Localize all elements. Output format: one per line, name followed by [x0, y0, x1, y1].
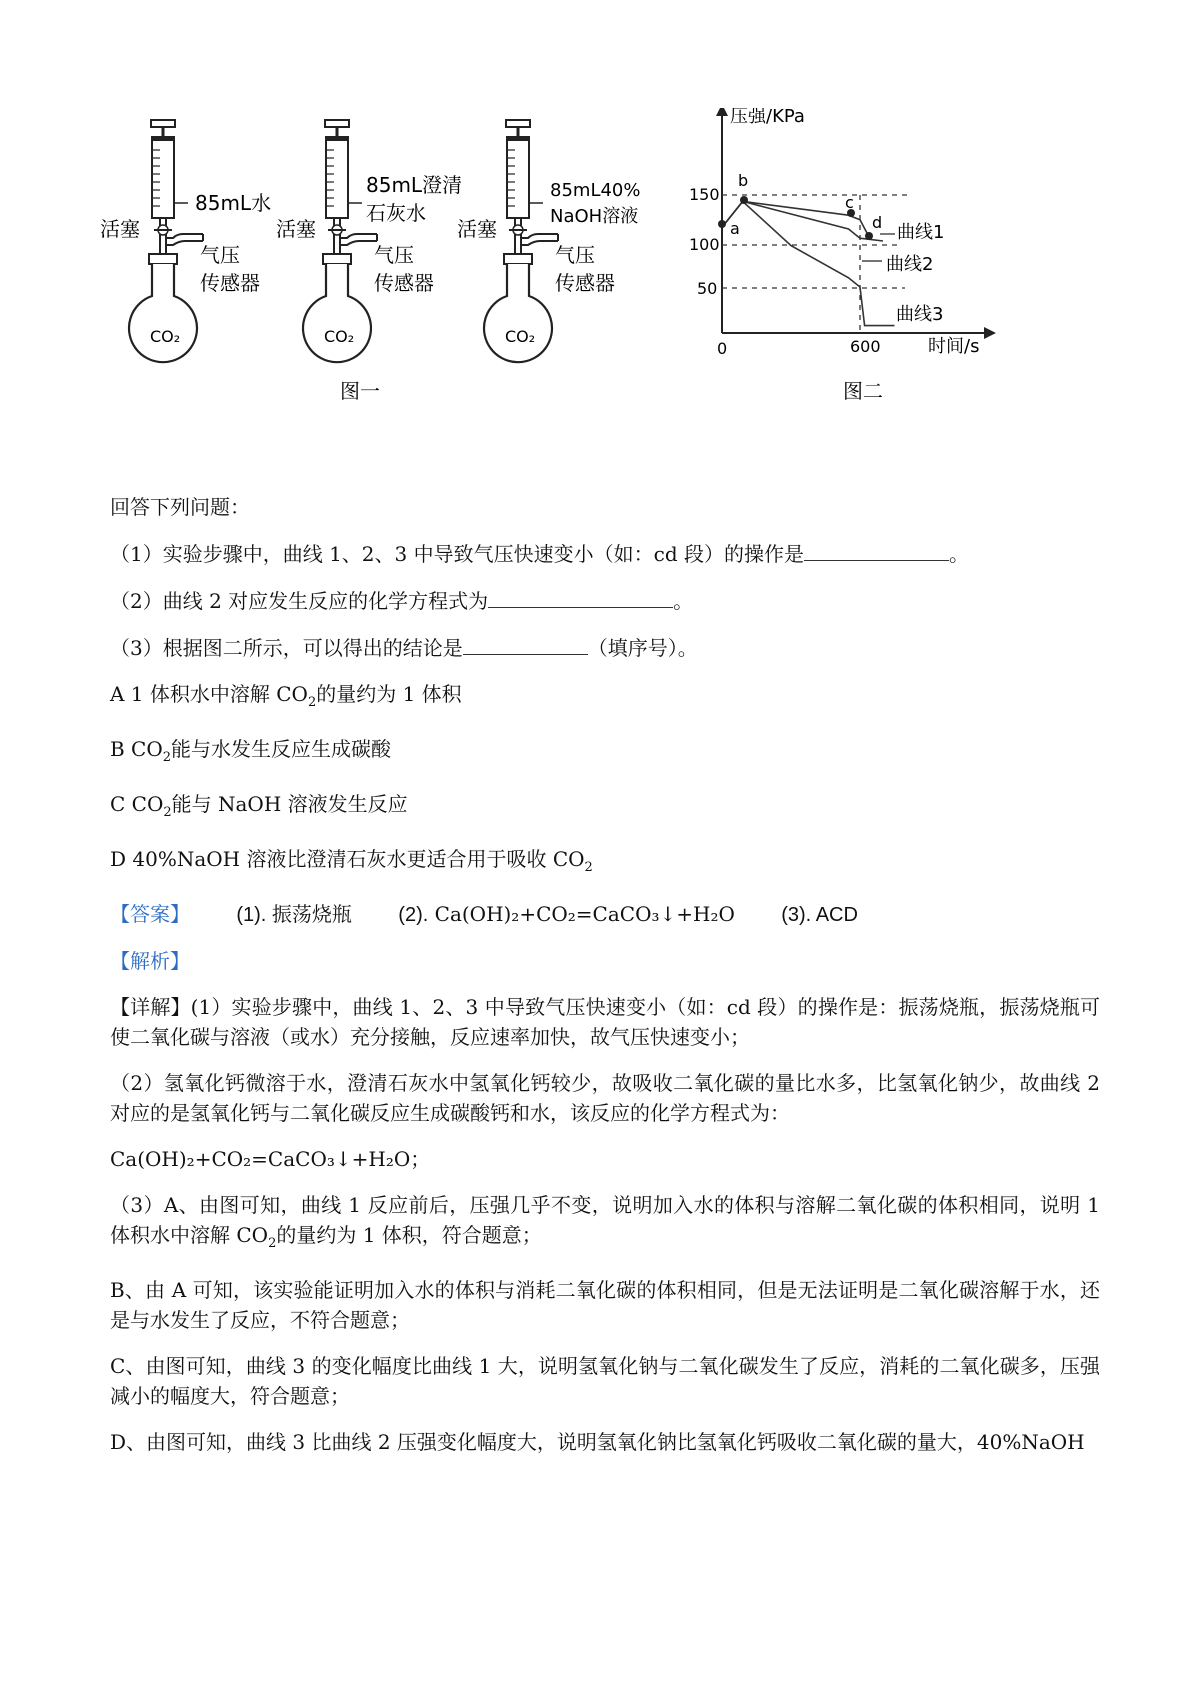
point-d [865, 232, 873, 240]
detail-1: 【详解】(1）实验步骤中，曲线 1、2、3 中导致气压快速变小（如：cd 段）的操作是：振荡烧瓶，振荡烧瓶可使二氧化碳与溶液（或水）充分接触，反应速率加快，故气压快速变小； [110, 995, 1100, 1049]
y-tick-100: 100 [689, 235, 720, 254]
detail-3b: B、由 A 可知，该实验能证明加入水的体积与消耗二氧化碳的体积相同，但是无法证明是二氧化碳溶解于水，还是与水发生了反应，不符合题意； [110, 1278, 1100, 1332]
y-tick-150: 150 [689, 185, 720, 204]
answer-tag: 【答案】 [110, 902, 190, 926]
point-d-label: d [872, 213, 883, 232]
intro-text: 回答下列问题： [110, 495, 250, 519]
curve-label-2: 曲线2 [886, 254, 934, 275]
option-b: B $CO_2$能与水发生反应生成碳酸 [110, 737, 392, 765]
answer-3: (3). ACD [781, 904, 858, 926]
answer-equation: Ca(OH)₂+CO₂=CaCO₃↓+H₂O [434, 902, 735, 926]
apparatus-1 [129, 120, 203, 362]
point-a [718, 220, 726, 228]
sensor-label-1b: 传感器 [200, 271, 260, 295]
y-axis-label: 压强/KPa [730, 108, 805, 127]
point-c-label: c [845, 193, 854, 212]
curve-label-1: 曲线1 [897, 222, 945, 243]
x-axis-label: 时间/s [928, 336, 980, 357]
answer-blank-3[interactable] [463, 632, 588, 655]
question-2: （2）曲线 2 对应发生反应的化学方程式为 。 [110, 585, 1100, 616]
x-tick-600: 600 [850, 337, 881, 356]
valve-label-3: 活塞 [457, 217, 497, 241]
point-b-label: b [738, 171, 749, 190]
detail-equation: Ca(OH)₂+CO₂=CaCO₃↓+H₂O； [110, 1147, 431, 1171]
reagent-label-2b: 石灰水 [366, 201, 426, 225]
sensor-label-2b: 传感器 [374, 271, 434, 295]
detail-2: （2）氢氧化钙微溶于水，澄清石灰水中氢氧化钙较少，故吸收二氧化碳的量比水多，比氢氧化钠少，故曲线 2 对应的是氢氧化钙与二氧化碳反应生成碳酸钙和水，该反应的化学方程式为： [110, 1071, 1100, 1125]
curve-label-3: 曲线3 [896, 304, 944, 325]
point-a-label: a [730, 219, 740, 238]
option-d: D 40%NaOH 溶液比澄清石灰水更适合用于吸收 $CO_2$ [110, 847, 593, 875]
curve-2-line [722, 201, 883, 241]
reagent-label-3a: 85mL40% [550, 180, 641, 201]
pressure-chart [689, 108, 996, 358]
analysis-tag: 【解析】 [110, 949, 190, 973]
answer-blank-2[interactable] [488, 585, 673, 608]
answer-2-label: (2). [398, 904, 429, 926]
sensor-label-1a: 气压 [200, 243, 240, 267]
point-b [740, 196, 748, 204]
answer-line [110, 899, 1100, 930]
sensor-label-3b: 传感器 [555, 271, 615, 295]
sensor-label-2a: 气压 [374, 243, 414, 267]
option-c: C $CO_2$能与 NaOH 溶液发生反应 [110, 792, 408, 820]
figure1-caption: 图一 [340, 379, 380, 403]
figure2-caption: 图二 [843, 379, 883, 403]
option-a: A 1 体积水中溶解 $CO_2$的量约为 1 体积 [110, 682, 462, 710]
reagent-label-3b: NaOH溶液 [550, 206, 639, 227]
sensor-label-3a: 气压 [555, 243, 595, 267]
valve-label-1: 活塞 [100, 217, 140, 241]
reagent-label-2a: 85mL澄清 [366, 173, 463, 197]
gas-label-3: CO₂ [505, 327, 536, 346]
answer-1: (1). 振荡烧瓶 [236, 904, 352, 926]
figure-area [0, 108, 1200, 438]
reagent-label-1: 85mL水 [195, 191, 272, 215]
y-tick-50: 50 [697, 279, 718, 298]
curve-3-line [722, 201, 895, 325]
gas-label-1: CO₂ [150, 327, 181, 346]
origin-label: 0 [717, 339, 728, 358]
gas-label-2: CO₂ [324, 327, 355, 346]
y-axis-arrow [716, 108, 728, 116]
detail-3c: C、由图可知，曲线 3 的变化幅度比曲线 1 大，说明氢氧化钠与二氧化碳发生了反应，消耗的二氧化碳多，压强减小的幅度大，符合题意； [110, 1354, 1100, 1408]
document-body [110, 492, 1100, 1473]
answer-blank-1[interactable] [804, 538, 949, 561]
question-1: （1）实验步骤中，曲线 1、2、3 中导致气压快速变小（如：cd 段）的操作是 。 [110, 538, 1100, 569]
detail-3d: D、由图可知，曲线 3 比曲线 2 压强变化幅度大，说明氢氧化钠比氢氧化钙吸收二氧化碳的量大，40%NaOH [110, 1430, 1085, 1454]
apparatus-3 [484, 120, 558, 362]
apparatus-2 [303, 120, 377, 362]
figures-svg [0, 108, 1200, 438]
x-axis-arrow [984, 327, 996, 339]
question-3: （3）根据图二所示，可以得出的结论是 （填序号）。 [110, 632, 1100, 663]
detail-3a: （3）A、由图可知，曲线 1 反应前后，压强几乎不变，说明加入水的体积与溶解二氧化碳的体积相同，说明 1 体积水中溶解 $CO_2$的量约为 1 体积，符合题意； [110, 1193, 1100, 1251]
valve-label-2: 活塞 [276, 217, 316, 241]
